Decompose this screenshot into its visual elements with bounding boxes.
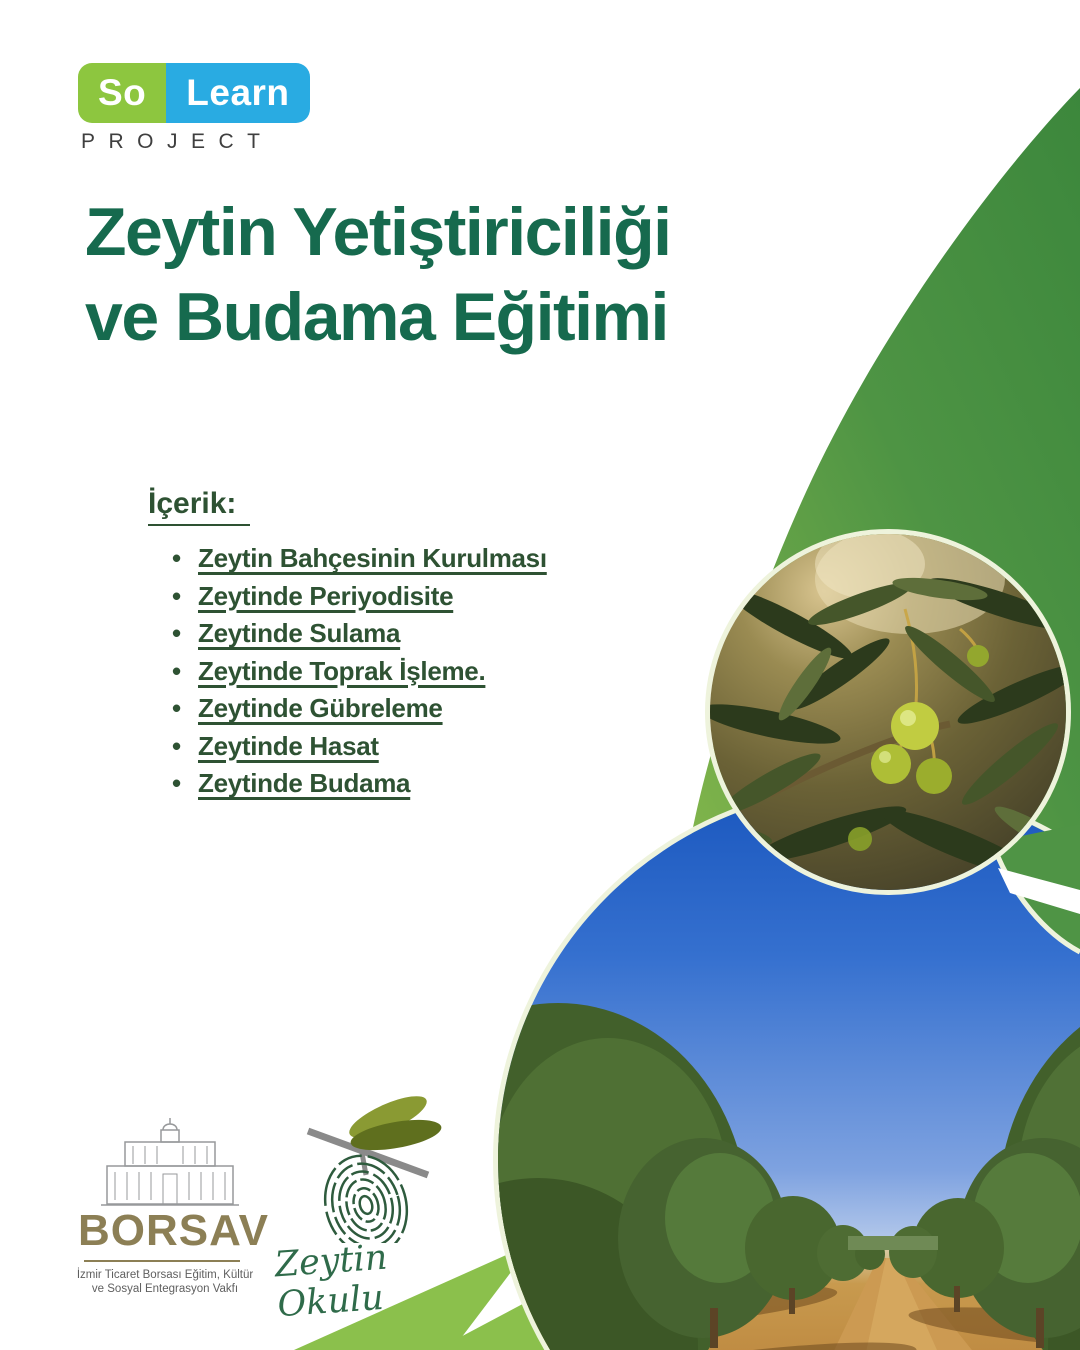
page-title-line1: Zeytin Yetiştiriciliği (85, 194, 671, 270)
bullet-icon: • (172, 618, 181, 648)
content-heading: İçerik: (148, 487, 250, 526)
solearn-logo (78, 63, 310, 123)
bullet-icon: • (172, 580, 181, 611)
bullet-icon: • (172, 730, 181, 761)
page-title-line2: ve Budama Eğitimi (85, 279, 668, 355)
bullet-icon: • (172, 768, 181, 798)
solearn-project-label: PROJECT (81, 130, 274, 153)
zeytin-okulu-fingerprint-icon (300, 1083, 450, 1243)
list-item: • Zeytinde Sulama (148, 615, 547, 653)
bullet-icon: • (172, 543, 181, 573)
bullet-icon: • (172, 693, 181, 723)
borsav-building-icon (95, 1116, 245, 1208)
list-item: • Zeytinde Budama (148, 765, 547, 803)
solearn-logo-learn: Learn (166, 63, 309, 123)
content-section (148, 487, 547, 803)
list-item: • Zeytinde Toprak İşleme. (148, 653, 547, 691)
list-item: • Zeytin Bahçesinin Kurulması (148, 540, 547, 578)
solearn-logo-so: So (78, 63, 166, 123)
bullet-icon: • (172, 655, 181, 686)
content-list (148, 540, 547, 803)
borsav-divider (84, 1260, 240, 1262)
olive-branch-photo (705, 529, 1071, 895)
borsav-subtitle: İzmir Ticaret Borsası Eğitim, Kültür ve Sosyal Entegrasyon Vakfı (76, 1269, 254, 1295)
zeytin-okulu-wordmark: Zeytin Okulu (273, 1237, 389, 1326)
list-item: • Zeytinde Gübreleme (148, 690, 547, 728)
page-title (85, 190, 671, 360)
list-item: • Zeytinde Hasat (148, 728, 547, 766)
list-item: • Zeytinde Periyodisite (148, 578, 547, 616)
borsav-wordmark: BORSAV (78, 1206, 269, 1255)
